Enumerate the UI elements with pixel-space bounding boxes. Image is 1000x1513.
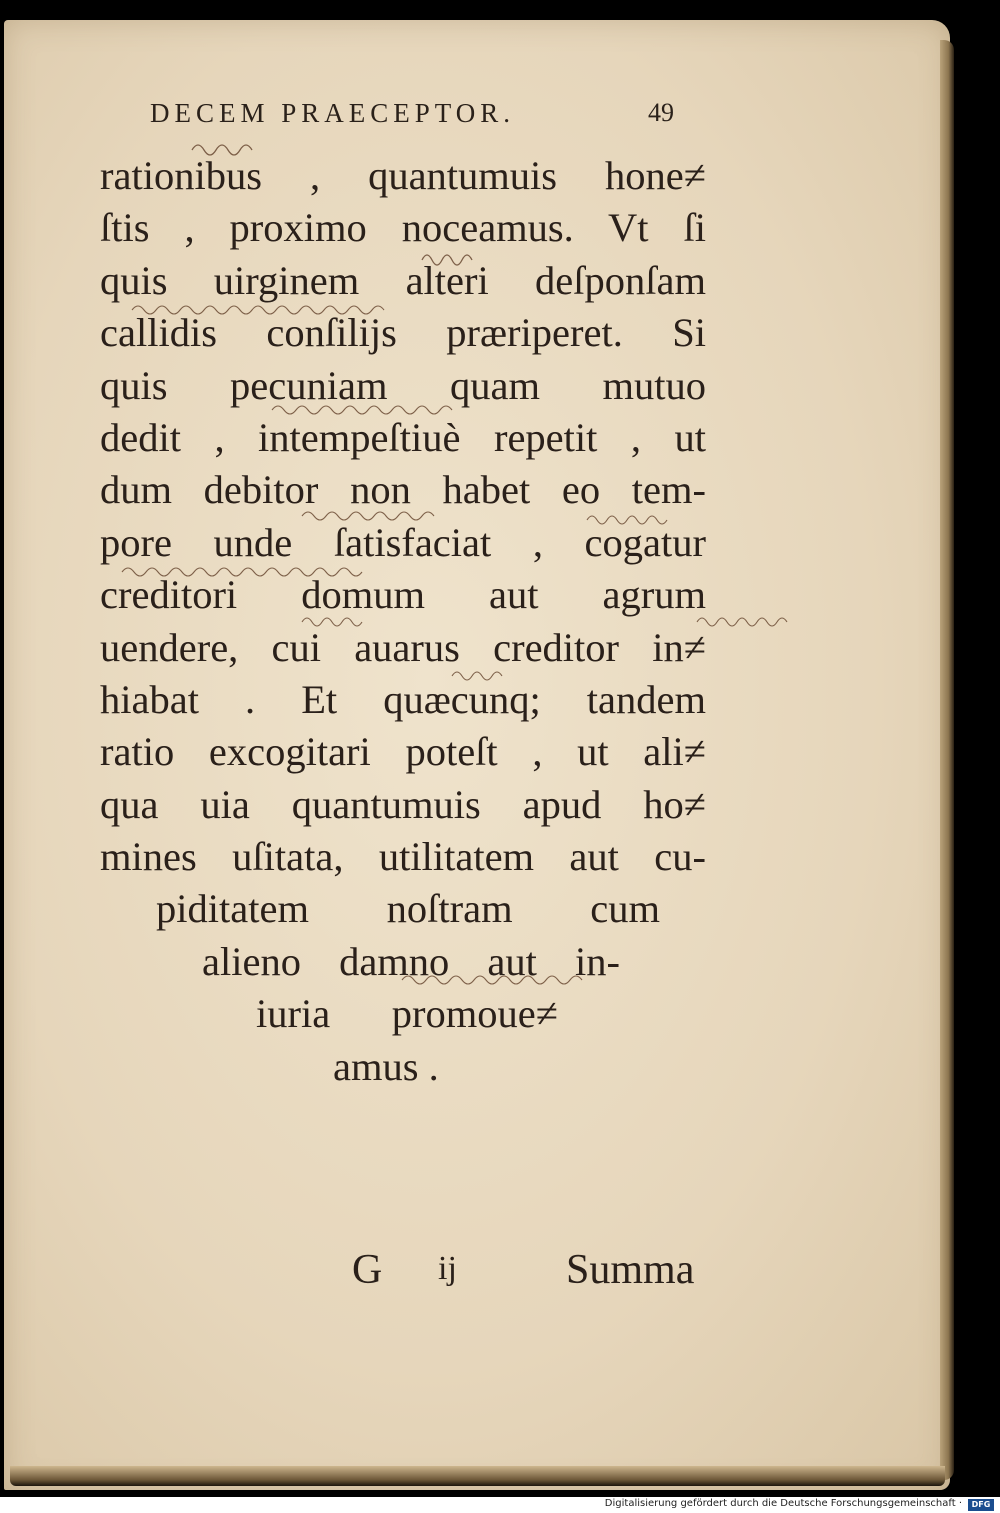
- page-number: 49: [648, 98, 674, 127]
- digitization-notice-bar: [0, 1497, 1000, 1513]
- handwritten-gloss: [120, 562, 380, 578]
- text-line: ſtis , proximo noceamus. Vt ſi: [100, 205, 706, 251]
- handwritten-gloss: [190, 136, 270, 156]
- handwritten-gloss: [695, 612, 790, 628]
- text-line: quis pecuniam quam mutuo: [100, 362, 706, 408]
- text-line: hiabat . Et quæcunq; tandem: [100, 676, 706, 722]
- text-line: callidis conſilijs præriperet. Si: [100, 310, 706, 356]
- handwritten-gloss: [270, 400, 460, 416]
- handwritten-gloss: [130, 300, 400, 316]
- signature-mark: G: [352, 1247, 383, 1293]
- handwritten-gloss: [300, 612, 370, 628]
- catchword: Summa: [566, 1247, 695, 1293]
- running-head: DECEM PRAECEPTOR.: [150, 98, 516, 128]
- text-line: alieno damno aut in-: [202, 938, 620, 984]
- handwritten-gloss: [420, 246, 490, 266]
- text-line: quis uirginem alteri deſponſam: [100, 257, 706, 303]
- page-edge: [940, 40, 954, 1480]
- handwritten-gloss: [585, 510, 675, 526]
- text-line: uendere, cui auarus creditor in≠: [100, 624, 706, 670]
- text-line: dedit , intempeſtiuè repetit , ut: [100, 414, 706, 460]
- handwritten-gloss: [300, 506, 450, 522]
- text-line: piditatem noſtram cum: [156, 886, 660, 932]
- dfg-logo: DFG: [968, 1499, 994, 1511]
- handwritten-gloss: [450, 666, 510, 682]
- text-line: ratio excogitari poteſt , ut ali≠: [100, 729, 706, 775]
- digitization-notice: Digitalisierung gefördert durch die Deutsche Forschungsgemeinschaft ·: [604, 1498, 962, 1509]
- page-bottom-edge: [10, 1466, 945, 1486]
- text-line: mines uſitata, utilitatem aut cu-: [100, 834, 706, 880]
- signature-number: ij: [438, 1250, 457, 1287]
- text-line: amus .: [333, 1043, 439, 1089]
- text-line: pore unde ſatisfaciat , cogatur: [100, 519, 706, 565]
- text-line: creditori domum aut agrum: [100, 572, 706, 618]
- text-line: dum debitor non habet eo tem-: [100, 467, 706, 513]
- body-text: [100, 150, 706, 1093]
- text-line: iuria promoue≠: [256, 991, 558, 1037]
- text-line: qua uia quantumuis apud ho≠: [100, 781, 706, 827]
- text-line: rationibus , quantumuis hone≠: [100, 153, 706, 198]
- page-header: [150, 98, 690, 138]
- handwritten-gloss: [400, 970, 590, 986]
